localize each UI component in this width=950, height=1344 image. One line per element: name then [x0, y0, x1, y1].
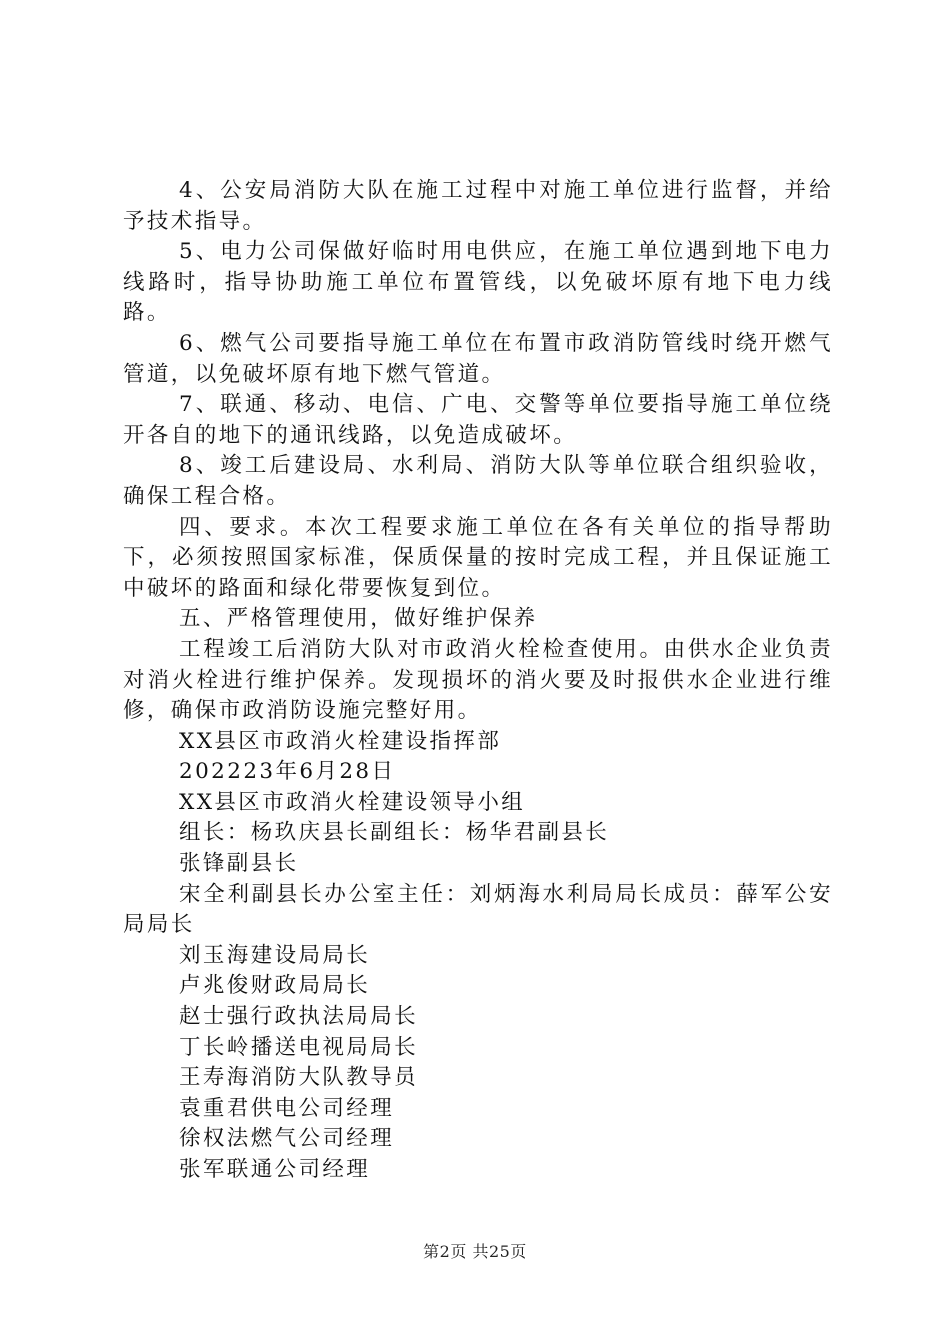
member-line-office: 宋全利副县长办公室主任：刘炳海水利局局长成员：薛军公安局局长: [123, 881, 833, 938]
page-number-indicator: 第2页 共25页: [423, 1242, 527, 1261]
issue-date: 202223年6月28日: [179, 759, 396, 785]
member-line-leaders: 组长：杨玖庆县长副组长：杨华君副县长: [179, 820, 610, 846]
section-heading-management: 五、严格管理使用，做好维护保养: [179, 606, 538, 632]
paragraph-item-5-power-company: 5、电力公司保做好临时用电供应，在施工单位遇到地下电力线路时，指导协助施工单位布置管线，以免破坏原有地下电力线路。: [123, 239, 833, 326]
paragraph-item-8-acceptance: 8、竣工后建设局、水利局、消防大队等单位联合组织验收，确保工程合格。: [123, 453, 833, 509]
document-body: [123, 176, 833, 1186]
page-footer: [0, 1242, 950, 1262]
paragraph-item-7-telecom-units: 7、联通、移动、电信、广电、交警等单位要指导施工单位绕开各自的地下的通讯线路，以免造成破坏。: [123, 392, 833, 448]
member-line: 赵士强行政执法局局长: [179, 1004, 419, 1030]
member-line: 张军联通公司经理: [179, 1157, 371, 1182]
member-line: 丁长岭播送电视局局长: [179, 1034, 419, 1060]
paragraph-item-6-gas-company: 6、燃气公司要指导施工单位在布置市政消防管线时绕开燃气管道，以免破坏原有地下燃气管道。: [123, 330, 833, 387]
member-line: 徐权法燃气公司经理: [179, 1126, 395, 1152]
member-line-deputy: 张锋副县长: [179, 851, 299, 877]
member-line: 卢兆俊财政局局长: [179, 973, 371, 999]
member-line: 袁重君供电公司经理: [179, 1095, 395, 1121]
leading-group-title: XX县区市政消火栓建设领导小组: [179, 789, 526, 815]
paragraph-item-4-public-security: 4、公安局消防大队在施工过程中对施工单位进行监督，并给予技术指导。: [123, 178, 833, 234]
paragraph-maintenance: 工程竣工后消防大队对市政消火栓检查使用。由供水企业负责对消火栓进行维护保养。发现损坏的消火要及时报供水企业进行维修，确保市政消防设施完整好用。: [123, 636, 833, 724]
member-line: 刘玉海建设局局长: [179, 942, 371, 968]
paragraph-requirements: 四、要求。本次工程要求施工单位在各有关单位的指导帮助下，必须按照国家标准，保质保量的按时完成工程，并且保证施工中破坏的路面和绿化带要恢复到位。: [123, 514, 833, 601]
member-line: 王寿海消防大队教导员: [179, 1065, 419, 1091]
issuer-headquarters: XX县区市政消火栓建设指挥部: [179, 728, 502, 754]
